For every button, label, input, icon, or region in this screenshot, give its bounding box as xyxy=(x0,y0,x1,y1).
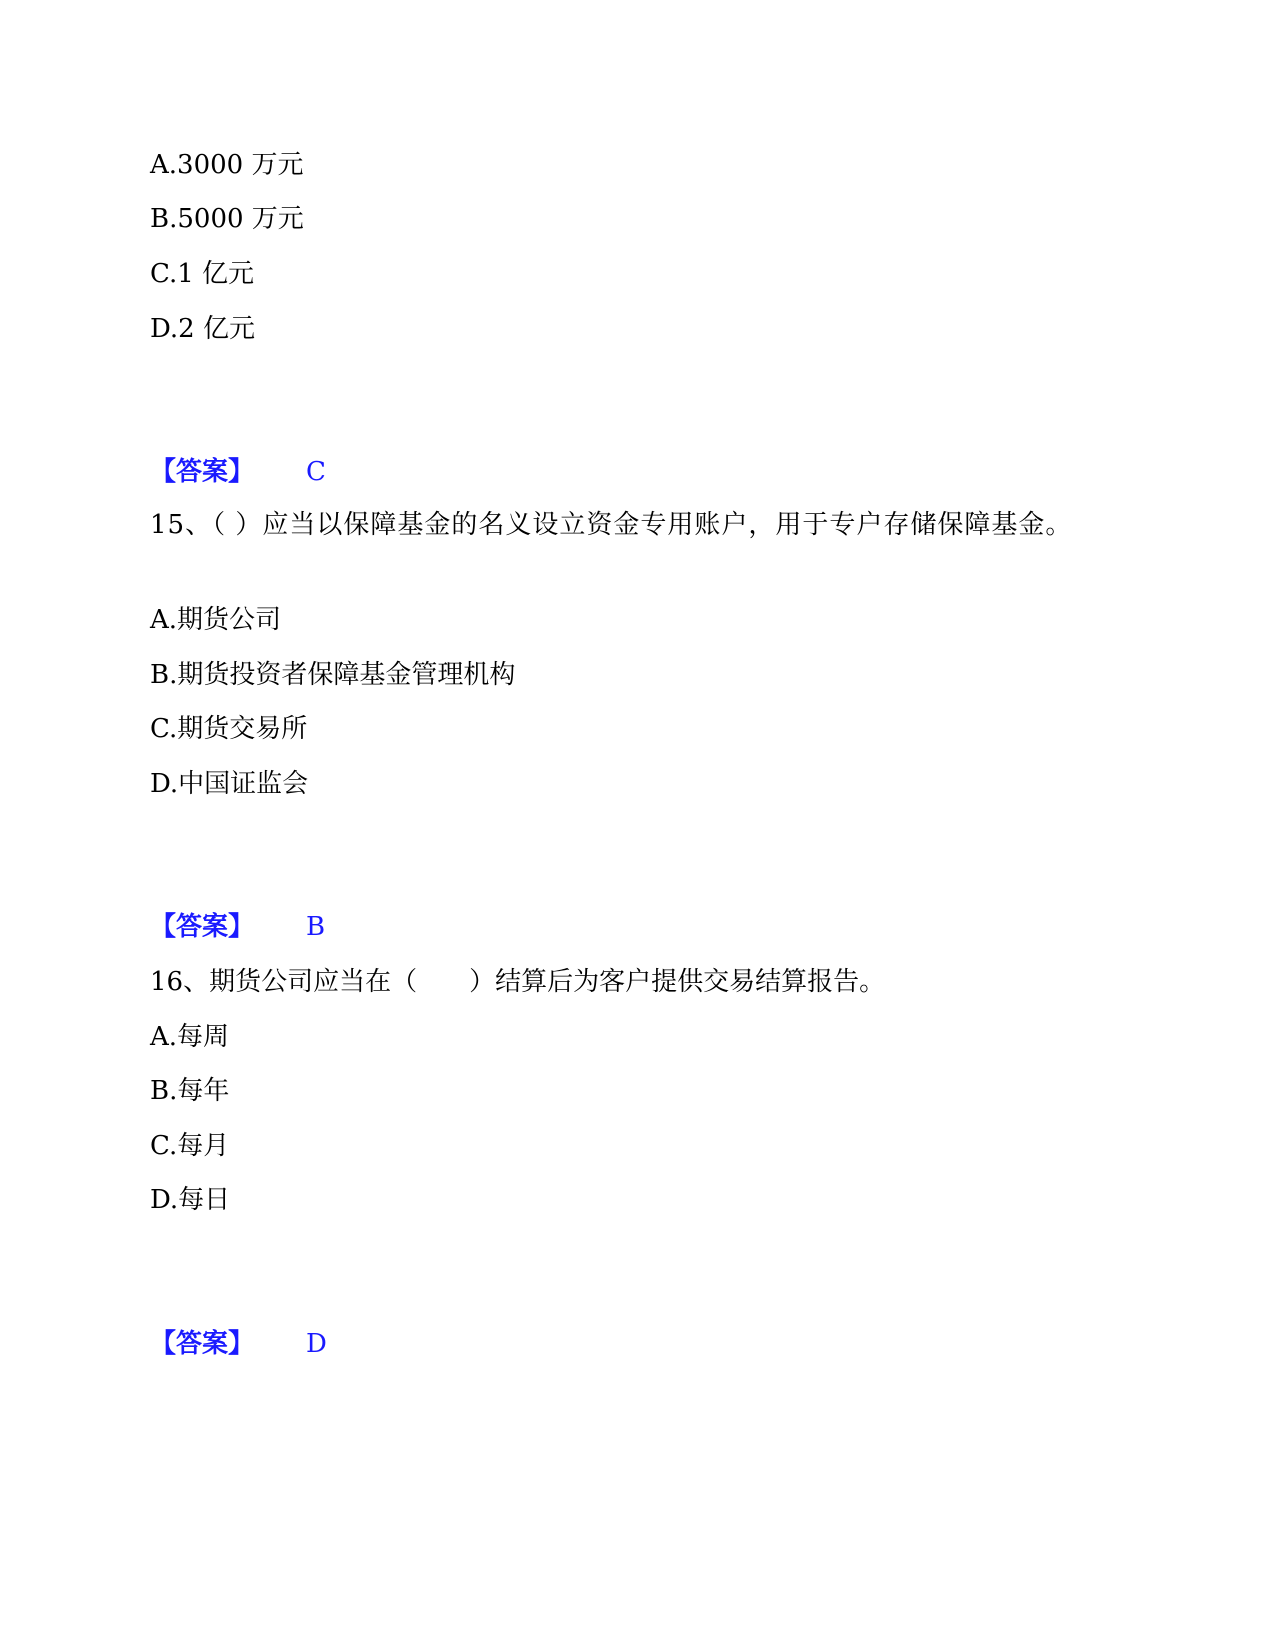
q16-option-b: B.每年 xyxy=(150,1076,230,1106)
q15-answer xyxy=(150,910,325,944)
q16-option-d: D.每日 xyxy=(150,1185,231,1215)
q15-option-c: C.期货交易所 xyxy=(150,714,308,744)
q14-answer xyxy=(150,455,326,489)
q16-option-a: A.每周 xyxy=(150,1022,230,1052)
q15-answer-label: 【答案】 xyxy=(150,912,255,942)
q16-answer xyxy=(150,1327,327,1361)
q14-option-d: D.2 亿元 xyxy=(150,314,255,344)
q14-answer-label: 【答案】 xyxy=(150,457,255,487)
q15-option-b: B.期货投资者保障基金管理机构 xyxy=(150,660,516,690)
q15-option-d: D.中国证监会 xyxy=(150,769,309,799)
q15-answer-value: B xyxy=(306,912,326,942)
q16-stem: 16、期货公司应当在（ ）结算后为客户提供交易结算报告。 xyxy=(150,967,886,997)
q15-option-a: A.期货公司 xyxy=(150,605,282,635)
q14-option-b: B.5000 万元 xyxy=(150,204,304,234)
q14-option-a: A.3000 万元 xyxy=(150,150,304,180)
q16-answer-label: 【答案】 xyxy=(150,1329,255,1359)
q15-stem: 15、（ ）应当以保障基金的名义设立资金专用账户，用于专户存储保障基金。 xyxy=(150,510,1073,540)
q14-option-c: C.1 亿元 xyxy=(150,259,255,289)
q14-answer-value: C xyxy=(306,457,326,487)
q16-answer-value: D xyxy=(306,1329,327,1359)
q16-option-c: C.每月 xyxy=(150,1131,230,1161)
